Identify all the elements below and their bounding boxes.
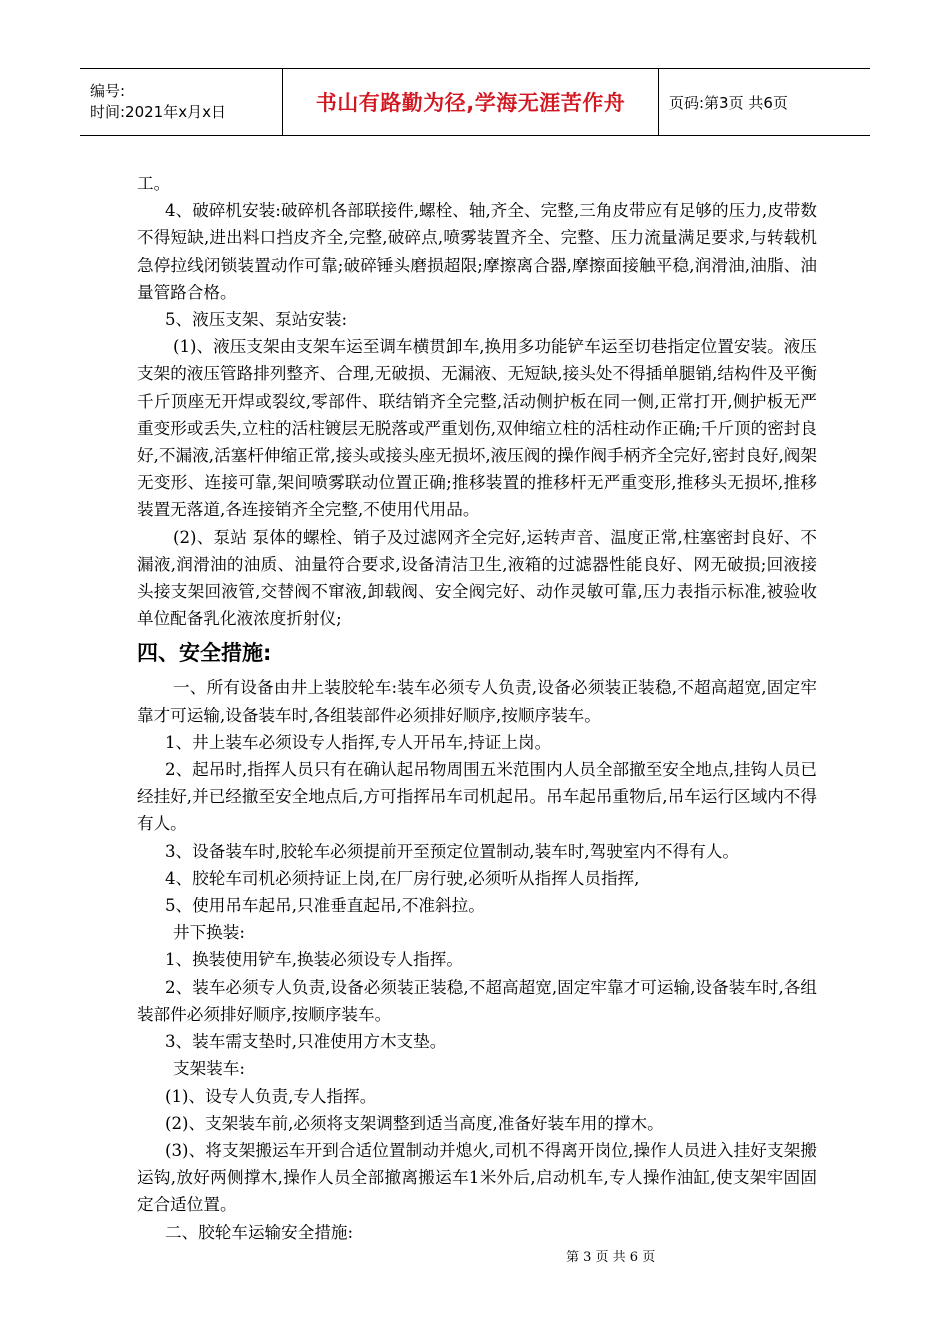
paragraph: 4、破碎机安装:破碎机各部联接件,螺栓、轴,齐全、完整,三角皮带应有足够的压力,皮带数不得短缺,进出料口挡皮齐全,完整,破碎点,喷雾装置齐全、完整、压力流量满足要求,与转载机急停拉线闭锁装置动作可靠;破碎锤头磨损超限;摩擦离合器,摩擦面接触平稳,润滑油,油脂、油量管路合格。 bbox=[137, 201, 817, 302]
page-header bbox=[80, 68, 870, 136]
subheading: 支架装车: bbox=[173, 1059, 245, 1079]
subheading: 井下换装: bbox=[173, 923, 245, 943]
header-motto-cell bbox=[283, 69, 659, 135]
paragraph: (1)、液压支架由支架车运至调车横贯卸车,换用多功能铲车运至切巷指定位置安装。液压支架的液压管路排列整齐、合理,无破损、无漏液、无短缺,接头处不得插单腿销,结构件及平衡千斤顶座无开焊或裂纹,零部件、联结销齐全完整,活动侧护板在同一侧,正常打开,侧护板无严重变形或丢失,立柱的活柱镀层无脱落或严重划伤,双伸缩立柱的活柱动作正确;千斤顶的密封良好,不漏液,活塞杆伸缩正常,接头或接头座无损坏,液压阀的操作阀手柄齐全完好,密封良好,阀架无变形、连接可靠,架间喷雾联动位置正确;推移装置的推移杆无严重变形,推移头无损坏,推移装置无落道,各连接销齐全完整,不使用代用品。 bbox=[137, 337, 817, 520]
header-meta bbox=[80, 69, 283, 135]
header-page-cell bbox=[659, 69, 870, 135]
paragraph: 2、装车必须专人负责,设备必须装正装稳,不超高超宽,固定牢靠才可运输,设备装车时,各组装部件必须排好顺序,按顺序装车。 bbox=[137, 977, 817, 1024]
page-footer: 第 3 页 共 6 页 bbox=[566, 1250, 656, 1265]
document-body bbox=[137, 170, 817, 1246]
section-heading: 四、安全措施: bbox=[137, 641, 272, 666]
motto: 书山有路勤为径,学海无涯苦作舟 bbox=[315, 91, 626, 115]
paragraph: 2、起吊时,指挥人员只有在确认起吊物周围五米范围内人员全部撤至安全地点,挂钩人员已经挂好,并已经撤至安全地点后,方可指挥吊车司机起吊。吊车起吊重物后,吊车运行区域内不得有人。 bbox=[137, 760, 817, 834]
page-info: 页码:第3页 共6页 bbox=[669, 93, 788, 112]
paragraph: 3、装车需支垫时,只准使用方木支垫。 bbox=[165, 1032, 447, 1052]
time-label: 时间:2021年x月x日 bbox=[90, 103, 226, 121]
paragraph: 工。 bbox=[137, 174, 171, 193]
paragraph: 二、胶轮车运输安全措施: bbox=[165, 1222, 354, 1242]
paragraph: 1、井上装车必须设专人指挥,专人开吊车,持证上岗。 bbox=[165, 732, 552, 752]
paragraph: 4、胶轮车司机必须持证上岗,在厂房行驶,必须听从指挥人员指挥, bbox=[165, 868, 640, 888]
paragraph: 5、液压支架、泵站安装: bbox=[165, 310, 348, 330]
paragraph: (3)、将支架搬运车开到合适位置制动并熄火,司机不得离开岗位,操作人员进入挂好支架搬运钩,放好两侧撑木,操作人员全部撤离搬运车1米外后,启动机车,专人操作油缸,使支架牢固固定合适位置。 bbox=[137, 1140, 817, 1215]
paragraph: 1、换装使用铲车,换装必须设专人指挥。 bbox=[165, 950, 463, 970]
paragraph: 3、设备装车时,胶轮车必须提前开至预定位置制动,装车时,驾驶室内不得有人。 bbox=[165, 841, 739, 861]
paragraph: 5、使用吊车起吊,只准垂直起吊,不准斜拉。 bbox=[165, 896, 485, 916]
paragraph: (2)、支架装车前,必须将支架调整到适当高度,准备好装车用的撑木。 bbox=[165, 1113, 664, 1133]
paragraph: (2)、泵站 泵体的螺栓、销子及过滤网齐全完好,运转声音、温度正常,柱塞密封良好、不漏液,润滑油的油质、油量符合要求,设备清洁卫生,液箱的过滤器性能良好、网无破损;回液接头接支架回液管,交替阀不窜液,卸载阀、安全阀完好、动作灵敏可靠,压力表指示标准,被验收单位配备乳化液浓度折射仪; bbox=[137, 527, 817, 629]
paragraph: (1)、设专人负责,专人指挥。 bbox=[165, 1086, 377, 1106]
paragraph: 一、所有设备由井上装胶轮车:装车必须专人负责,设备必须装正装稳,不超高超宽,固定牢靠才可运输,设备装车时,各组装部件必须排好顺序,按顺序装车。 bbox=[137, 678, 817, 725]
number-label: 编号: bbox=[90, 82, 126, 100]
